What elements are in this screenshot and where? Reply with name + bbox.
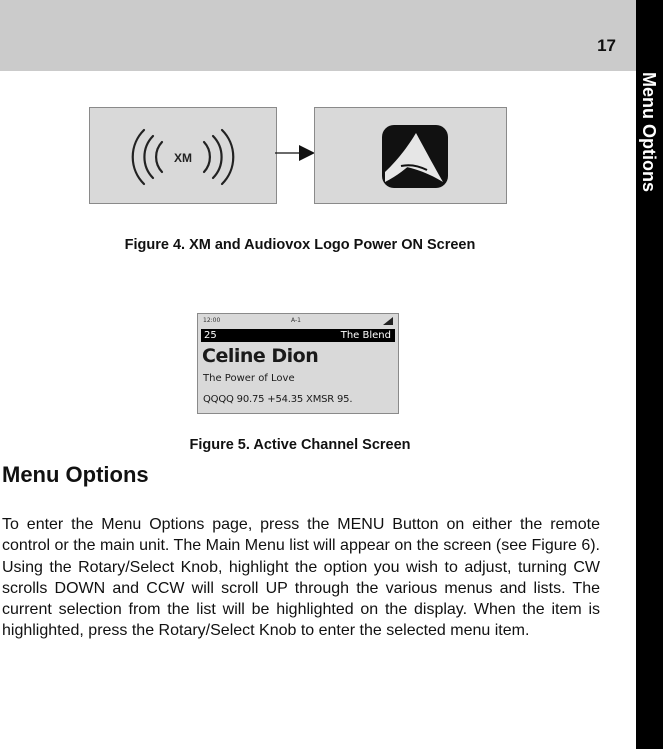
channel-number: 25: [204, 330, 217, 341]
active-channel-screen: [197, 313, 399, 414]
song-title: The Power of Love: [203, 373, 295, 384]
status-time: 12:00: [203, 317, 221, 324]
xm-logo-screen: [89, 107, 277, 204]
side-tab: [636, 0, 663, 749]
section-heading: Menu Options: [2, 462, 149, 487]
status-preset: A-1: [291, 317, 301, 324]
audiovox-logo-screen: [314, 107, 507, 204]
arrow-right-icon: [275, 143, 317, 163]
figure-5-caption: Figure 5. Active Channel Screen: [189, 437, 411, 453]
xm-logo-icon: [90, 108, 276, 203]
figure-4-caption: Figure 4. XM and Audiovox Logo Power ON Screen: [124, 237, 476, 253]
side-tab-label: Menu Options: [639, 72, 659, 192]
audiovox-logo-icon: [315, 108, 506, 203]
channel-bar: [201, 329, 395, 342]
signal-strength-icon: [383, 317, 393, 325]
artist-name: Celine Dion: [202, 345, 319, 367]
channel-name: The Blend: [340, 330, 391, 341]
page-number: 17: [597, 36, 616, 55]
header-band: [0, 0, 636, 71]
stock-ticker: QQQQ 90.75 +54.35 XMSR 95.: [203, 394, 353, 405]
body-paragraph: To enter the Menu Options page, press the MENU Button on either the remote control or the main unit. The Main Menu list will appear on the screen (see Figure 6). Using the Rotary/Select Knob, highlight the option you wish to adjust, turning CW scrolls DOWN and CCW will scroll UP through the various menus and lists. The current selection from the list will be highlighted on the display. When the item is highlighted, press the Rotary/Select Knob to enter the selected menu item.: [2, 516, 600, 640]
status-row: [203, 317, 393, 325]
xm-logo-text: XM: [174, 151, 192, 165]
